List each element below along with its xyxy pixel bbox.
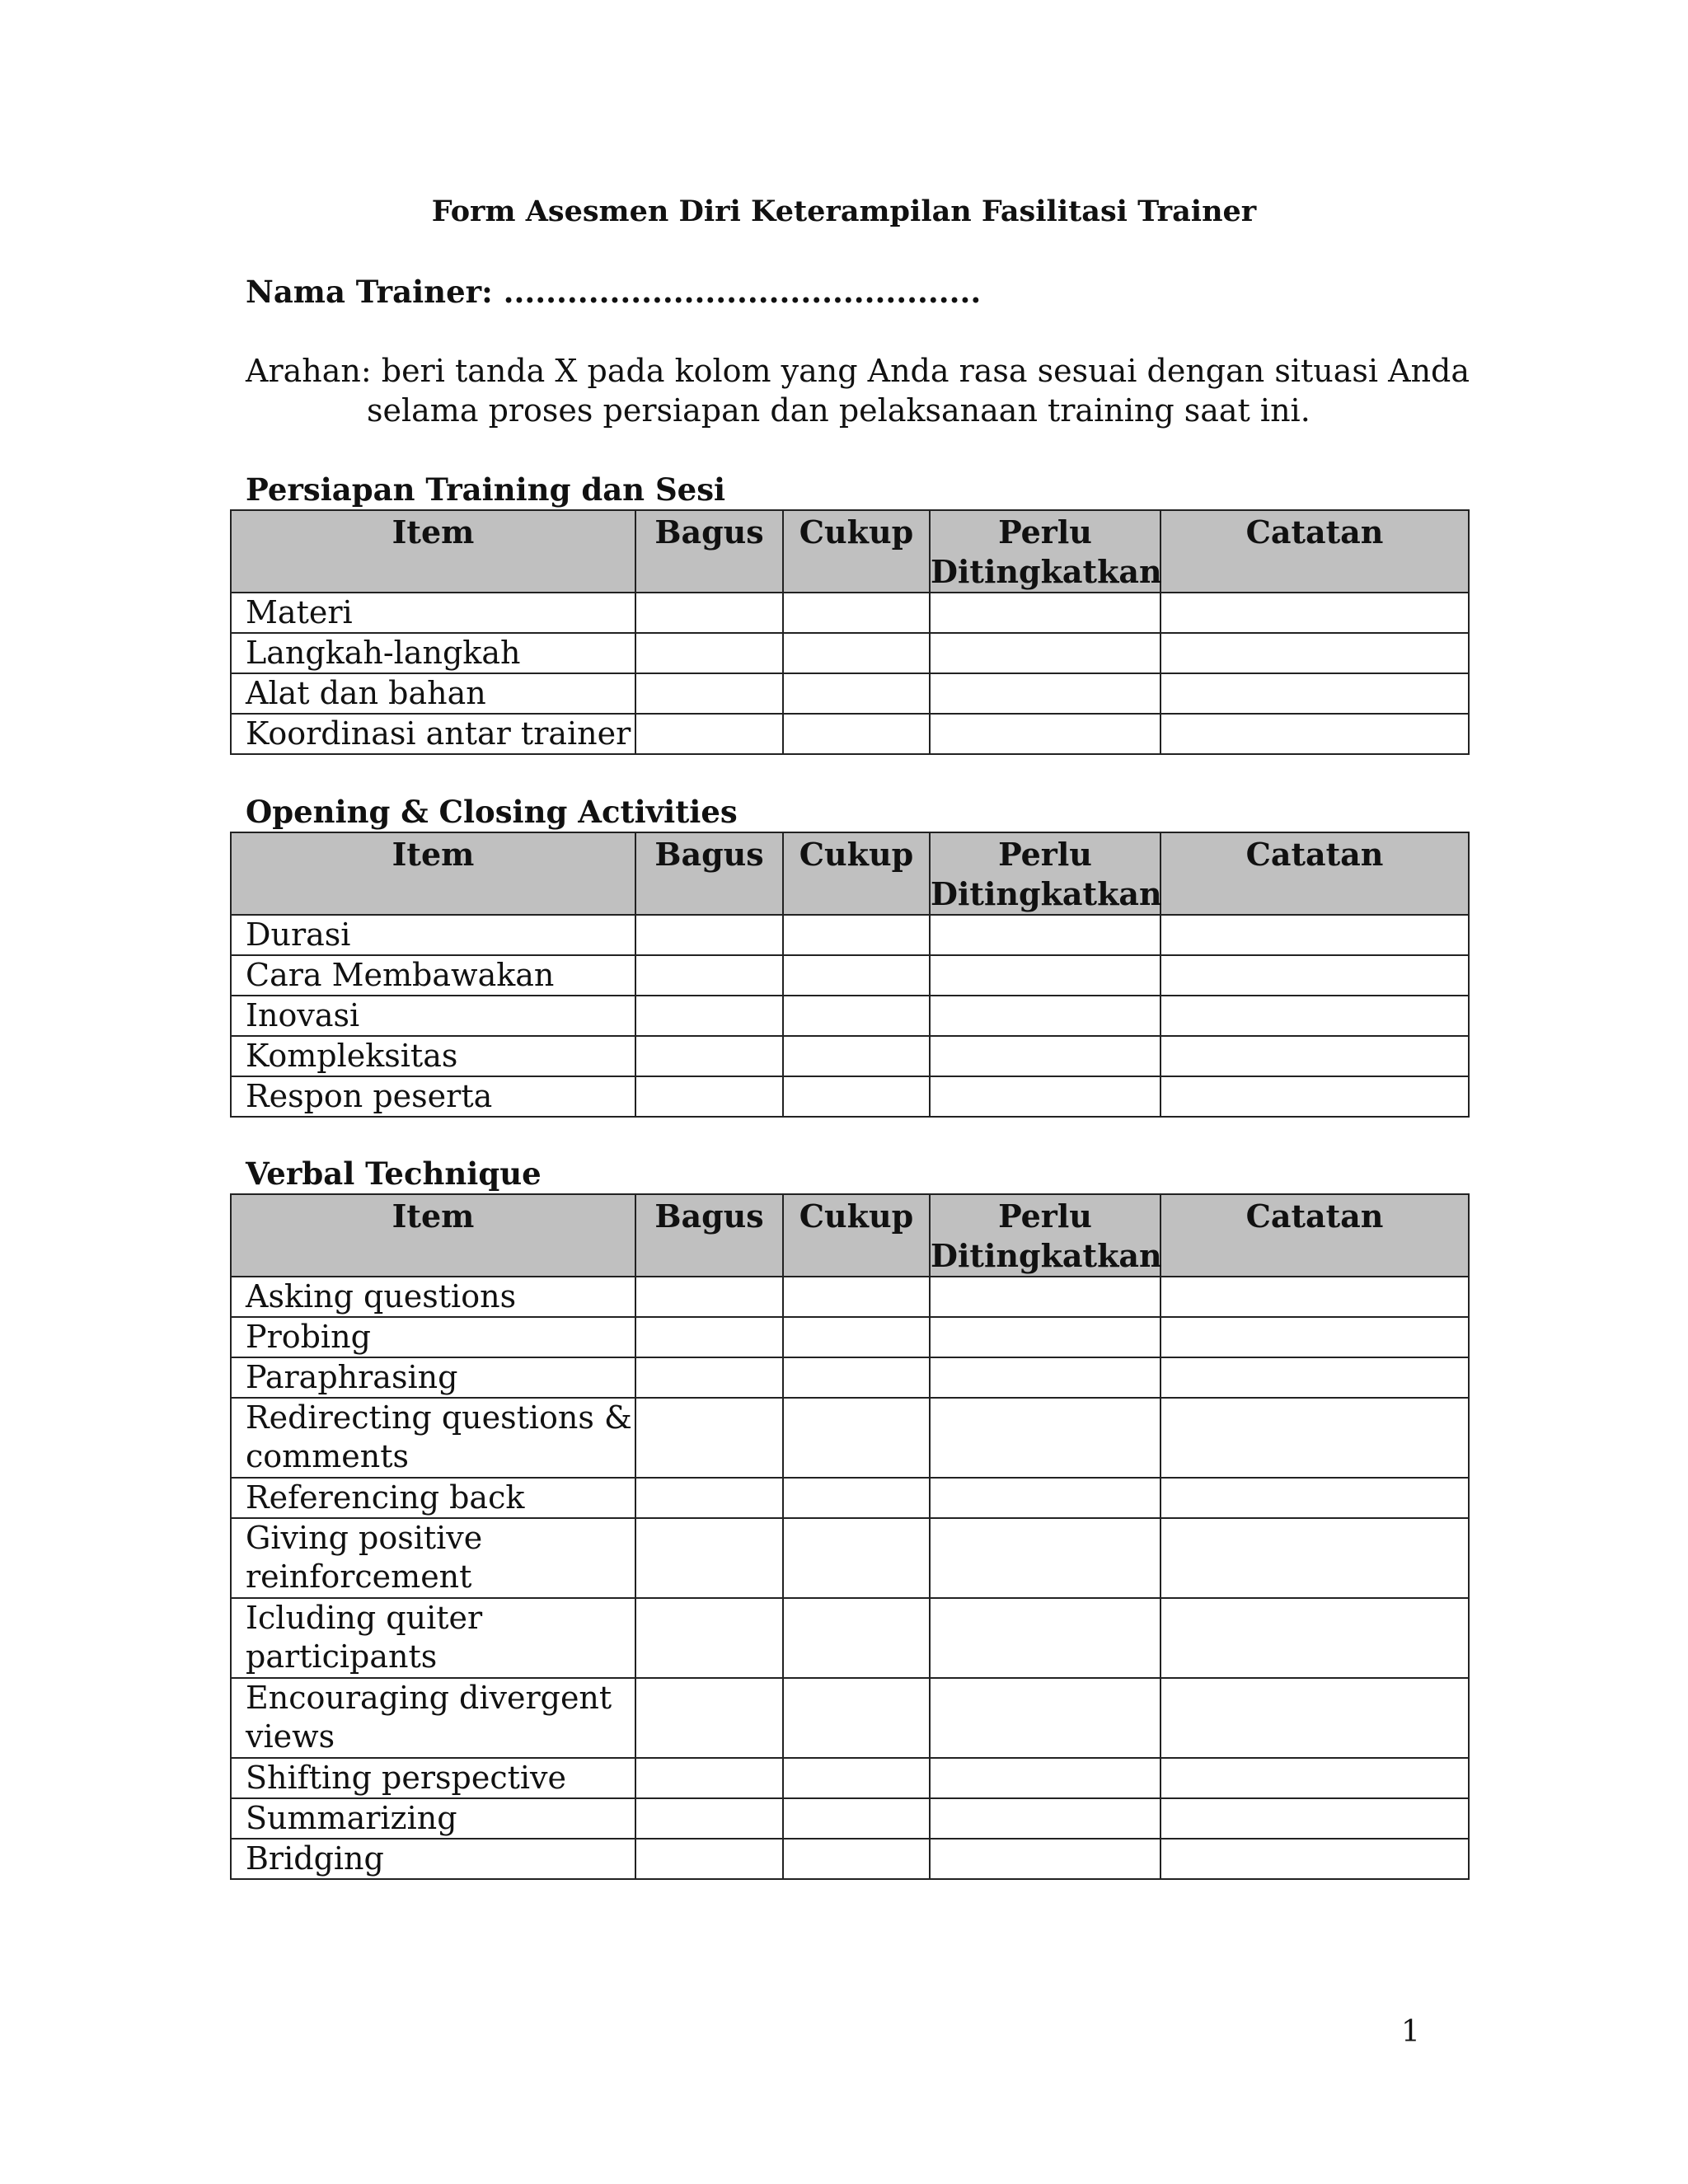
cell-cukup[interactable] bbox=[783, 1357, 930, 1398]
table-row bbox=[231, 1678, 1469, 1758]
cell-bagus[interactable] bbox=[635, 955, 783, 996]
cell-cukup[interactable] bbox=[783, 1598, 930, 1678]
cell-bagus[interactable] bbox=[635, 1076, 783, 1117]
cell-perlu-ditingkatkan[interactable] bbox=[930, 593, 1160, 633]
header-catatan: Catatan bbox=[1160, 832, 1469, 915]
item-label: Koordinasi antar trainer bbox=[231, 714, 635, 754]
cell-perlu-ditingkatkan[interactable] bbox=[930, 1518, 1160, 1598]
cell-bagus[interactable] bbox=[635, 1839, 783, 1879]
cell-catatan[interactable] bbox=[1160, 915, 1469, 955]
header-perlu-line2: Ditingkatkan bbox=[931, 553, 1162, 590]
table-row bbox=[231, 1478, 1469, 1518]
cell-cukup[interactable] bbox=[783, 673, 930, 714]
cell-perlu-ditingkatkan[interactable] bbox=[930, 996, 1160, 1036]
table-row bbox=[231, 1398, 1469, 1478]
cell-bagus[interactable] bbox=[635, 714, 783, 754]
header-item: Item bbox=[231, 832, 635, 915]
page-number: 1 bbox=[1401, 2015, 1420, 2049]
cell-cukup[interactable] bbox=[783, 1798, 930, 1839]
cell-bagus[interactable] bbox=[635, 1598, 783, 1678]
cell-cukup[interactable] bbox=[783, 1317, 930, 1357]
table-row bbox=[231, 996, 1469, 1036]
cell-perlu-ditingkatkan[interactable] bbox=[930, 1398, 1160, 1478]
cell-catatan[interactable] bbox=[1160, 673, 1469, 714]
table-row bbox=[231, 714, 1469, 754]
header-perlu-ditingkatkan bbox=[930, 510, 1160, 593]
cell-bagus[interactable] bbox=[635, 1678, 783, 1758]
cell-bagus[interactable] bbox=[635, 593, 783, 633]
header-perlu-ditingkatkan bbox=[930, 1194, 1160, 1277]
cell-catatan[interactable] bbox=[1160, 1478, 1469, 1518]
cell-catatan[interactable] bbox=[1160, 955, 1469, 996]
instruction-line-1: Arahan: beri tanda X pada kolom yang Anda rasa sesuai dengan situasi Anda bbox=[246, 353, 1470, 389]
header-perlu-line2: Ditingkatkan bbox=[931, 1237, 1162, 1274]
cell-perlu-ditingkatkan[interactable] bbox=[930, 1758, 1160, 1798]
cell-bagus[interactable] bbox=[635, 996, 783, 1036]
cell-catatan[interactable] bbox=[1160, 714, 1469, 754]
cell-cukup[interactable] bbox=[783, 633, 930, 673]
cell-cukup[interactable] bbox=[783, 593, 930, 633]
item-label: Icluding quiter participants bbox=[231, 1598, 635, 1678]
header-cukup: Cukup bbox=[783, 510, 930, 593]
cell-cukup[interactable] bbox=[783, 915, 930, 955]
item-label: Encouraging divergent views bbox=[231, 1678, 635, 1758]
cell-bagus[interactable] bbox=[635, 1398, 783, 1478]
cell-perlu-ditingkatkan[interactable] bbox=[930, 1839, 1160, 1879]
cell-cukup[interactable] bbox=[783, 955, 930, 996]
table-row bbox=[231, 1598, 1469, 1678]
table-header-row bbox=[231, 1194, 1469, 1277]
item-label: Respon peserta bbox=[231, 1076, 635, 1117]
table-persiapan bbox=[230, 509, 1470, 755]
table-row bbox=[231, 1036, 1469, 1076]
item-label: Inovasi bbox=[231, 996, 635, 1036]
cell-catatan[interactable] bbox=[1160, 633, 1469, 673]
header-perlu-line1: Perlu bbox=[998, 836, 1092, 873]
cell-catatan[interactable] bbox=[1160, 1357, 1469, 1398]
header-item: Item bbox=[231, 510, 635, 593]
cell-bagus[interactable] bbox=[635, 1317, 783, 1357]
item-label: Kompleksitas bbox=[231, 1036, 635, 1076]
cell-cukup[interactable] bbox=[783, 1478, 930, 1518]
cell-bagus[interactable] bbox=[635, 1518, 783, 1598]
cell-catatan[interactable] bbox=[1160, 1076, 1469, 1117]
table-row bbox=[231, 915, 1469, 955]
item-label: Redirecting questions & comments bbox=[231, 1398, 635, 1478]
item-label: Durasi bbox=[231, 915, 635, 955]
cell-cukup[interactable] bbox=[783, 1518, 930, 1598]
header-cukup: Cukup bbox=[783, 832, 930, 915]
table-header-row bbox=[231, 510, 1469, 593]
section-title-persiapan: Persiapan Training dan Sesi bbox=[246, 471, 726, 508]
cell-perlu-ditingkatkan[interactable] bbox=[930, 915, 1160, 955]
table-row bbox=[231, 1518, 1469, 1598]
cell-catatan[interactable] bbox=[1160, 1678, 1469, 1758]
table-row bbox=[231, 1798, 1469, 1839]
item-label: Cara Membawakan bbox=[231, 955, 635, 996]
header-bagus: Bagus bbox=[635, 1194, 783, 1277]
item-label: Shifting perspective bbox=[231, 1758, 635, 1798]
table-header-row bbox=[231, 832, 1469, 915]
table-row bbox=[231, 673, 1469, 714]
item-label: Referencing back bbox=[231, 1478, 635, 1518]
cell-bagus[interactable] bbox=[635, 1758, 783, 1798]
cell-catatan[interactable] bbox=[1160, 1277, 1469, 1317]
cell-perlu-ditingkatkan[interactable] bbox=[930, 1478, 1160, 1518]
item-label: Materi bbox=[231, 593, 635, 633]
cell-perlu-ditingkatkan[interactable] bbox=[930, 1036, 1160, 1076]
cell-bagus[interactable] bbox=[635, 1357, 783, 1398]
cell-cukup[interactable] bbox=[783, 1839, 930, 1879]
table-row bbox=[231, 1839, 1469, 1879]
cell-perlu-ditingkatkan[interactable] bbox=[930, 1598, 1160, 1678]
header-perlu-line2: Ditingkatkan bbox=[931, 875, 1162, 912]
cell-bagus[interactable] bbox=[635, 1798, 783, 1839]
item-label: Probing bbox=[231, 1317, 635, 1357]
header-bagus: Bagus bbox=[635, 510, 783, 593]
cell-cukup[interactable] bbox=[783, 996, 930, 1036]
cell-perlu-ditingkatkan[interactable] bbox=[930, 1798, 1160, 1839]
cell-cukup[interactable] bbox=[783, 1076, 930, 1117]
header-cukup: Cukup bbox=[783, 1194, 930, 1277]
cell-bagus[interactable] bbox=[635, 1277, 783, 1317]
cell-bagus[interactable] bbox=[635, 1478, 783, 1518]
cell-cukup[interactable] bbox=[783, 1758, 930, 1798]
cell-cukup[interactable] bbox=[783, 1398, 930, 1478]
trainer-name-field: Nama Trainer: ............................................. bbox=[246, 274, 982, 310]
cell-cukup[interactable] bbox=[783, 1036, 930, 1076]
item-label: Bridging bbox=[231, 1839, 635, 1879]
item-label: Giving positive reinforcement bbox=[231, 1518, 635, 1598]
header-perlu-line1: Perlu bbox=[998, 513, 1092, 551]
cell-perlu-ditingkatkan[interactable] bbox=[930, 955, 1160, 996]
table-row bbox=[231, 1357, 1469, 1398]
cell-catatan[interactable] bbox=[1160, 1798, 1469, 1839]
cell-catatan[interactable] bbox=[1160, 1398, 1469, 1478]
table-opening-closing bbox=[230, 832, 1470, 1118]
header-perlu-line1: Perlu bbox=[998, 1197, 1092, 1235]
section-title-opening-closing: Opening & Closing Activities bbox=[246, 794, 738, 830]
instruction-line-2: selama proses persiapan dan pelaksanaan training saat ini. bbox=[367, 392, 1311, 429]
cell-catatan[interactable] bbox=[1160, 1036, 1469, 1076]
cell-catatan[interactable] bbox=[1160, 1839, 1469, 1879]
cell-cukup[interactable] bbox=[783, 1678, 930, 1758]
cell-catatan[interactable] bbox=[1160, 593, 1469, 633]
item-label: Summarizing bbox=[231, 1798, 635, 1839]
section-title-verbal-technique: Verbal Technique bbox=[246, 1155, 542, 1192]
cell-bagus[interactable] bbox=[635, 915, 783, 955]
table-row bbox=[231, 1317, 1469, 1357]
table-row bbox=[231, 1076, 1469, 1117]
header-perlu-ditingkatkan bbox=[930, 832, 1160, 915]
cell-cukup[interactable] bbox=[783, 1277, 930, 1317]
header-catatan: Catatan bbox=[1160, 510, 1469, 593]
cell-catatan[interactable] bbox=[1160, 1758, 1469, 1798]
table-row bbox=[231, 1758, 1469, 1798]
cell-catatan[interactable] bbox=[1160, 1518, 1469, 1598]
item-label: Alat dan bahan bbox=[231, 673, 635, 714]
cell-perlu-ditingkatkan[interactable] bbox=[930, 673, 1160, 714]
cell-perlu-ditingkatkan[interactable] bbox=[930, 1317, 1160, 1357]
table-row bbox=[231, 633, 1469, 673]
table-verbal-technique bbox=[230, 1193, 1470, 1880]
cell-bagus[interactable] bbox=[635, 673, 783, 714]
header-bagus: Bagus bbox=[635, 832, 783, 915]
header-item: Item bbox=[231, 1194, 635, 1277]
table-row bbox=[231, 955, 1469, 996]
table-row bbox=[231, 1277, 1469, 1317]
form-title: Form Asesmen Diri Keterampilan Fasilitasi Trainer bbox=[431, 194, 1257, 228]
cell-cukup[interactable] bbox=[783, 714, 930, 754]
cell-catatan[interactable] bbox=[1160, 996, 1469, 1036]
item-label: Asking questions bbox=[231, 1277, 635, 1317]
cell-perlu-ditingkatkan[interactable] bbox=[930, 714, 1160, 754]
cell-catatan[interactable] bbox=[1160, 1317, 1469, 1357]
cell-bagus[interactable] bbox=[635, 633, 783, 673]
cell-perlu-ditingkatkan[interactable] bbox=[930, 633, 1160, 673]
cell-perlu-ditingkatkan[interactable] bbox=[930, 1357, 1160, 1398]
cell-perlu-ditingkatkan[interactable] bbox=[930, 1076, 1160, 1117]
item-label: Paraphrasing bbox=[231, 1357, 635, 1398]
cell-perlu-ditingkatkan[interactable] bbox=[930, 1678, 1160, 1758]
cell-bagus[interactable] bbox=[635, 1036, 783, 1076]
header-catatan: Catatan bbox=[1160, 1194, 1469, 1277]
item-label: Langkah-langkah bbox=[231, 633, 635, 673]
cell-catatan[interactable] bbox=[1160, 1598, 1469, 1678]
table-row bbox=[231, 593, 1469, 633]
cell-perlu-ditingkatkan[interactable] bbox=[930, 1277, 1160, 1317]
